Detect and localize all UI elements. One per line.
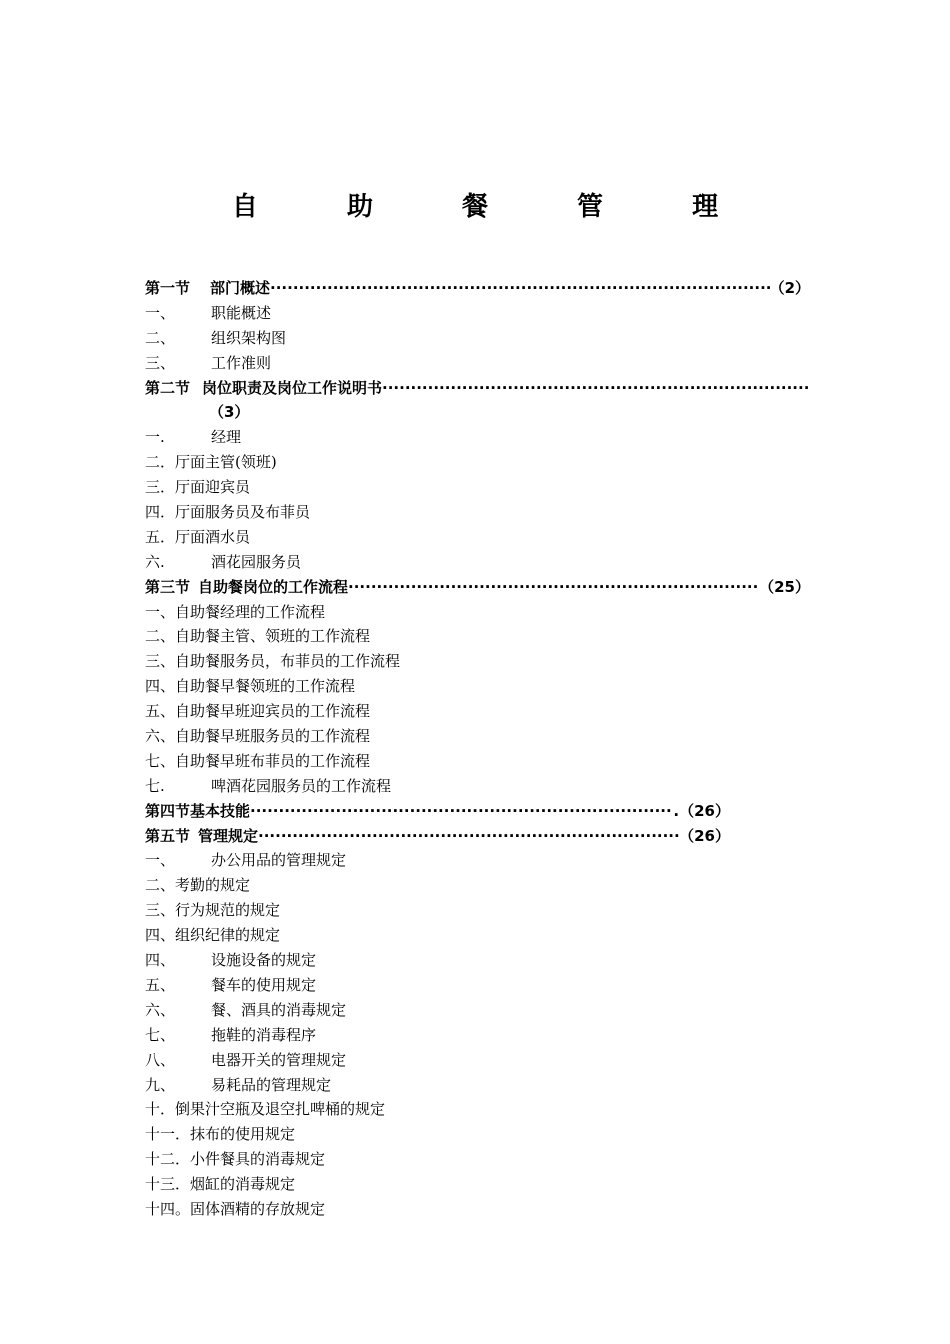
item-text: 设施设备的规定	[211, 951, 317, 970]
page-reference: （25）	[759, 577, 810, 596]
item-number: 一、	[145, 602, 176, 621]
toc-item[interactable]	[145, 923, 810, 948]
item-text: 办公用品的管理规定	[211, 851, 347, 870]
item-number: 八、	[145, 1050, 176, 1069]
item-text: 自助餐早班迎宾员的工作流程	[175, 702, 371, 721]
item-number: 一、	[145, 303, 176, 322]
item-text: 餐车的使用规定	[211, 975, 317, 994]
toc-item[interactable]	[145, 998, 810, 1023]
item-text: 自助餐早班布菲员的工作流程	[175, 751, 371, 770]
toc-section-4[interactable]	[145, 799, 730, 824]
toc-section-2-page	[145, 400, 810, 425]
item-number: 十二．	[145, 1150, 191, 1169]
leader-dots	[270, 276, 770, 301]
document-title: 自 助 餐 管 理	[231, 192, 759, 222]
toc-item[interactable]	[145, 326, 810, 351]
item-number: 三、	[145, 901, 176, 920]
section-title: 岗位职责及岗位工作说明书	[202, 378, 383, 397]
leader-dots	[250, 799, 673, 824]
item-text: 经理	[211, 428, 242, 447]
toc-item[interactable]	[145, 550, 810, 575]
item-number: 三．	[145, 478, 176, 497]
toc-item[interactable]	[145, 624, 810, 649]
item-number: 二．	[145, 453, 176, 472]
page-reference: .（26）	[673, 801, 730, 820]
toc-item[interactable]	[145, 1097, 810, 1122]
toc-item[interactable]	[145, 724, 810, 749]
toc-item[interactable]	[145, 525, 810, 550]
item-text: 行为规范的规定	[175, 901, 281, 920]
item-number: 六.	[145, 552, 165, 571]
toc-item[interactable]	[145, 450, 810, 475]
item-number: 十四。	[145, 1199, 191, 1218]
item-text: 自助餐早餐领班的工作流程	[175, 677, 356, 696]
item-number: 九、	[145, 1075, 176, 1094]
item-text: 自助餐主管、领班的工作流程	[175, 627, 371, 646]
toc-section-1[interactable]	[145, 276, 810, 301]
item-text: 组织架构图	[211, 328, 287, 347]
item-text: 酒花园服务员	[211, 552, 302, 571]
toc-item[interactable]	[145, 948, 810, 973]
item-text: 拖鞋的消毒程序	[211, 1025, 317, 1044]
item-text: 自助餐早班服务员的工作流程	[175, 727, 371, 746]
toc-item[interactable]	[145, 749, 810, 774]
item-number: 四、	[145, 926, 176, 945]
item-text: 自助餐服务员，布菲员的工作流程	[175, 652, 401, 671]
item-text: 电器开关的管理规定	[211, 1050, 347, 1069]
toc-section-3[interactable]	[145, 575, 810, 600]
toc-item[interactable]	[145, 500, 810, 525]
item-text: 啤酒花园服务员的工作流程	[211, 776, 392, 795]
toc-item[interactable]	[145, 973, 810, 998]
page-reference: （3）	[209, 403, 250, 422]
item-text: 倒果汁空瓶及退空扎啤桶的规定	[175, 1100, 386, 1119]
item-number: 四．	[145, 503, 176, 522]
section-number: 第五节	[145, 826, 191, 845]
section-number: 第一节	[145, 279, 191, 297]
toc-item[interactable]	[145, 1172, 810, 1197]
leader-dots	[348, 575, 759, 600]
item-number: 二、	[145, 627, 176, 646]
toc-item[interactable]	[145, 1122, 810, 1147]
item-number: 四、	[145, 951, 176, 970]
section-title: 自助餐岗位的工作流程	[198, 577, 349, 596]
item-text: 餐、酒具的消毒规定	[211, 1000, 347, 1019]
item-number: 七、	[145, 751, 176, 770]
item-text: 固体酒精的存放规定	[190, 1199, 326, 1218]
item-number: 二、	[145, 876, 176, 895]
item-number: 六、	[145, 1000, 176, 1019]
item-number: 六、	[145, 727, 176, 746]
toc-item[interactable]	[145, 1197, 810, 1222]
toc-item[interactable]	[145, 848, 810, 873]
item-text: 职能概述	[211, 303, 272, 322]
section-number: 第二节	[145, 378, 191, 397]
item-number: 一、	[145, 851, 176, 870]
item-number: 四、	[145, 677, 176, 696]
item-number: 五．	[145, 527, 176, 546]
leader-dots	[382, 376, 810, 401]
toc-item[interactable]	[145, 674, 810, 699]
item-number: 十三．	[145, 1175, 191, 1194]
item-number: 十．	[145, 1100, 176, 1119]
item-text: 组织纪律的规定	[175, 926, 281, 945]
page-reference: （2）	[769, 279, 810, 297]
item-text: 厅面酒水员	[175, 527, 251, 546]
item-text: 厅面主管(领班)	[175, 453, 277, 472]
section-title: 第四节基本技能	[145, 801, 251, 820]
item-text: 自助餐经理的工作流程	[175, 602, 326, 621]
toc-item[interactable]	[145, 898, 810, 923]
item-text: 厅面迎宾员	[175, 478, 251, 497]
item-text: 考勤的规定	[175, 876, 251, 895]
item-number: 一.	[145, 428, 165, 447]
toc-item[interactable]	[145, 699, 810, 724]
item-number: 三、	[145, 652, 176, 671]
toc-item[interactable]	[145, 649, 810, 674]
item-number: 五、	[145, 975, 176, 994]
item-number: 十一．	[145, 1125, 191, 1144]
section-title: 管理规定	[198, 826, 259, 845]
item-text: 抹布的使用规定	[190, 1125, 296, 1144]
item-number: 七.	[145, 776, 165, 795]
section-title: 部门概述	[210, 279, 271, 297]
table-of-contents	[145, 276, 810, 1222]
toc-item[interactable]	[145, 351, 810, 376]
toc-item[interactable]	[145, 1073, 810, 1098]
item-number: 五、	[145, 702, 176, 721]
item-number: 七、	[145, 1025, 176, 1044]
toc-section-5[interactable]	[145, 824, 730, 849]
item-text: 小件餐具的消毒规定	[190, 1150, 326, 1169]
item-text: 工作准则	[211, 353, 272, 372]
item-text: 厅面服务员及布菲员	[175, 503, 311, 522]
toc-item[interactable]	[145, 425, 810, 450]
toc-item[interactable]	[145, 600, 810, 625]
toc-item[interactable]	[145, 475, 810, 500]
toc-item[interactable]	[145, 301, 810, 326]
item-number: 二、	[145, 328, 176, 347]
item-text: 易耗品的管理规定	[211, 1075, 332, 1094]
item-number: 三、	[145, 353, 176, 372]
toc-section-2[interactable]	[145, 376, 810, 401]
item-text: 烟缸的消毒规定	[190, 1175, 296, 1194]
page-reference: （26）	[679, 826, 730, 845]
toc-item[interactable]	[145, 1023, 810, 1048]
leader-dots	[258, 824, 679, 849]
toc-item[interactable]	[145, 873, 810, 898]
toc-item[interactable]	[145, 774, 810, 799]
toc-item[interactable]	[145, 1048, 810, 1073]
section-number: 第三节	[145, 577, 191, 596]
toc-item[interactable]	[145, 1147, 810, 1172]
